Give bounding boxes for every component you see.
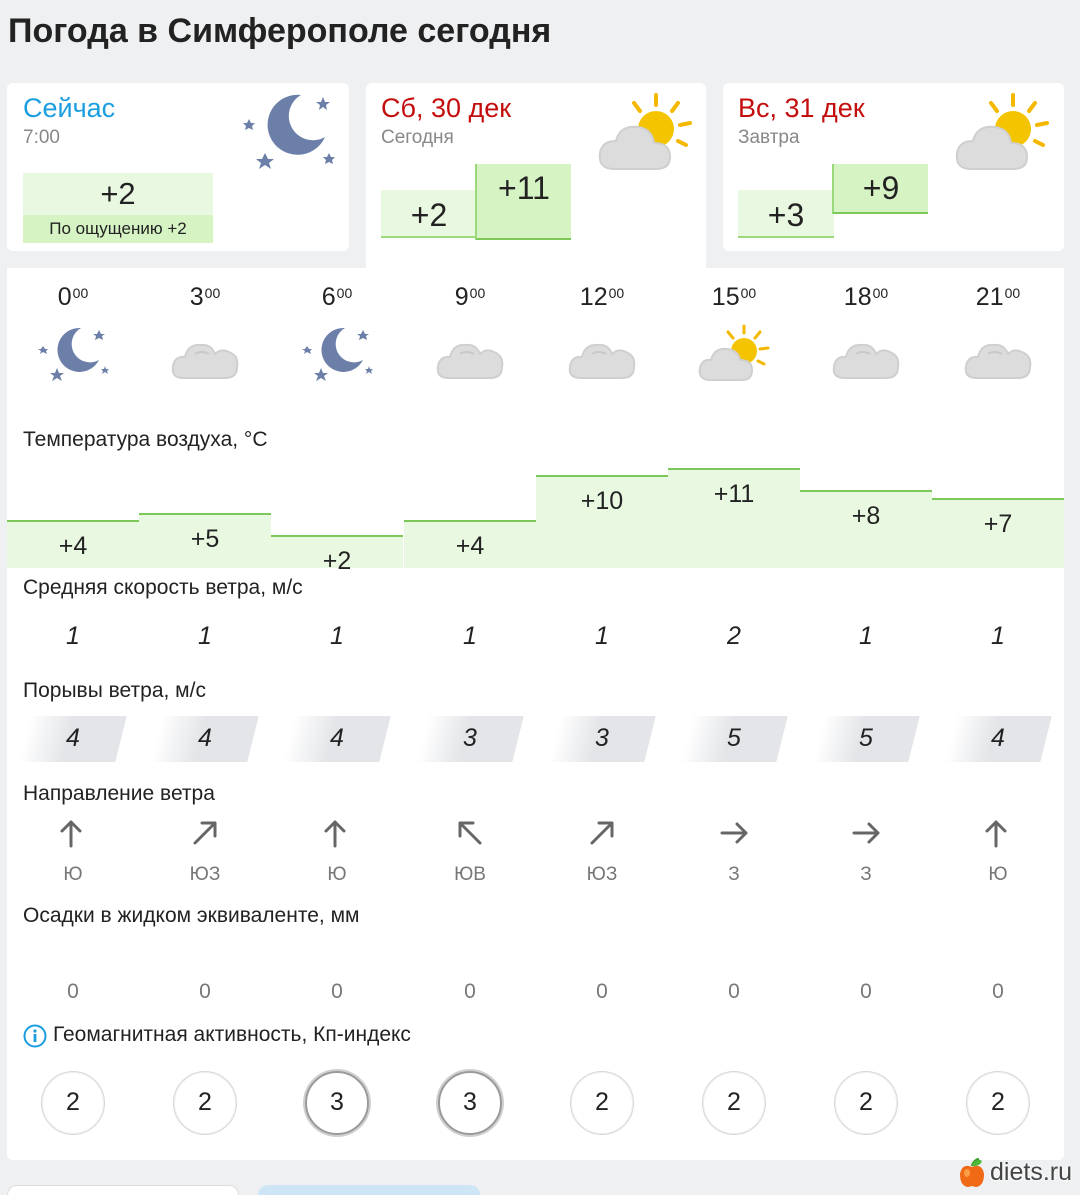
wind-gust-value: 4 [330, 724, 344, 752]
cloud-icon [404, 320, 536, 392]
kp-index-cell [404, 1071, 536, 1135]
kp-index-cell [536, 1071, 668, 1135]
hour-label [800, 283, 932, 312]
kp-index-cell [932, 1071, 1064, 1135]
temperature-value: +5 [190, 525, 220, 553]
today-low-temp: +2 [381, 190, 477, 238]
wind-direction-label: Ю [327, 864, 347, 885]
wind-direction-label: З [860, 864, 872, 885]
hour-value: 21 [975, 283, 1004, 311]
temperature-value: +11 [713, 480, 755, 508]
wind-speed-value: 1 [859, 622, 873, 650]
wind-direction-label: Ю [988, 864, 1008, 885]
minute-value: 00 [204, 285, 221, 301]
tomorrow-high-temp: +9 [832, 164, 928, 214]
moon-stars-icon [239, 91, 339, 175]
precipitation-value: 0 [464, 980, 476, 1003]
temperature-cell [800, 490, 932, 568]
kp-index-value: 3 [330, 1088, 344, 1116]
kp-index-cell [7, 1071, 139, 1135]
wind-gust-cell [7, 716, 139, 762]
arrow-right-icon [668, 816, 800, 856]
minute-value: 00 [469, 285, 486, 301]
wind-gust-value: 4 [66, 724, 80, 752]
wind-gusts-title: Порывы ветра, м/с [23, 679, 206, 702]
wind-gust-value: 4 [198, 724, 212, 752]
kp-index-cell [271, 1071, 403, 1135]
wind-gust-cell [932, 716, 1064, 762]
wind-gust-value: 4 [991, 724, 1005, 752]
precipitation-value: 0 [992, 980, 1004, 1003]
kp-index-value: 2 [66, 1088, 80, 1116]
temperature-cell [139, 513, 271, 568]
kp-index-value: 2 [991, 1088, 1005, 1116]
wind-direction-label: З [728, 864, 740, 885]
wind-gust-cell [668, 716, 800, 762]
diets-watermark: diets.ru [990, 1158, 1072, 1186]
temperature-cell [404, 520, 536, 568]
temperature-value: +2 [322, 547, 352, 575]
arrow-up-icon [932, 816, 1064, 856]
precipitation-value: 0 [67, 980, 79, 1003]
minute-value: 00 [740, 285, 757, 301]
sun-cloud-icon [668, 320, 800, 392]
wind-direction-label: ЮЗ [189, 864, 221, 885]
cloud-icon [932, 320, 1064, 392]
hour-label [271, 283, 403, 312]
current-weather-card[interactable] [7, 83, 349, 251]
hour-label [7, 283, 139, 312]
current-temp: +2 [100, 176, 136, 211]
arrow-up-right-icon [536, 816, 668, 856]
tomorrow-card[interactable] [723, 83, 1064, 251]
arrow-up-right-icon [139, 816, 271, 856]
moon-stars-icon [271, 320, 403, 392]
cloud-icon [536, 320, 668, 392]
temperature-value: +10 [580, 487, 624, 515]
hourly-forecast-panel [7, 268, 1064, 1160]
precipitation-value: 0 [331, 980, 343, 1003]
wind-gust-cell [139, 716, 271, 762]
hour-label [404, 283, 536, 312]
bottom-tab-left[interactable] [7, 1185, 239, 1195]
wind-speed-value: 1 [991, 622, 1005, 650]
wind-speed-value: 1 [595, 622, 609, 650]
now-time: 7:00 [23, 127, 60, 148]
temperature-value: +7 [983, 510, 1013, 538]
tomorrow-name: Вс, 31 дек [738, 93, 865, 123]
kp-index-value: 2 [859, 1088, 873, 1116]
page-title: Погода в Симферополе сегодня [8, 12, 552, 50]
bottom-tab-right[interactable] [258, 1185, 480, 1195]
precipitation-value: 0 [860, 980, 872, 1003]
today-sub: Сегодня [381, 127, 454, 148]
kp-index-value: 2 [595, 1088, 609, 1116]
wind-speed-value: 1 [66, 622, 80, 650]
wind-gust-value: 3 [595, 724, 609, 752]
temperature-value: +8 [851, 502, 881, 530]
minute-value: 00 [872, 285, 889, 301]
wind-direction-label: ЮЗ [586, 864, 618, 885]
precipitation-value: 0 [199, 980, 211, 1003]
today-name: Сб, 30 дек [381, 93, 512, 123]
wind-gust-value: 5 [859, 724, 873, 752]
kp-index-value: 2 [198, 1088, 212, 1116]
wind-gust-value: 5 [727, 724, 741, 752]
arrow-up-icon [271, 816, 403, 856]
kp-index-value: 3 [463, 1088, 477, 1116]
arrow-up-left-icon [404, 816, 536, 856]
temperature-cell [932, 498, 1064, 568]
precipitation-value: 0 [728, 980, 740, 1003]
hour-label [139, 283, 271, 312]
temperature-value: +4 [58, 532, 88, 560]
today-high-temp: +11 [475, 164, 571, 240]
diets-logo-icon [958, 1158, 986, 1188]
wind-gust-cell [271, 716, 403, 762]
temperature-value: +4 [455, 532, 485, 560]
kp-index-cell [668, 1071, 800, 1135]
geomagnetic-title: Геомагнитная активность, Кп-индекс [53, 1023, 411, 1046]
sun-cloud-icon [594, 91, 698, 175]
temperature-cell [7, 520, 139, 568]
now-label: Сейчас [23, 93, 116, 123]
arrow-up-icon [7, 816, 139, 856]
wind-speed-value: 2 [668, 622, 800, 651]
wind-gust-cell [404, 716, 536, 762]
hour-value: 0 [57, 283, 72, 311]
wind-speed-title: Средняя скорость ветра, м/с [23, 576, 303, 599]
hour-value: 15 [711, 283, 740, 311]
arrow-right-icon [800, 816, 932, 856]
temperature-cell [668, 468, 800, 568]
cloud-icon [139, 320, 271, 392]
current-temp-box [23, 173, 213, 243]
wind-direction-title: Направление ветра [23, 782, 215, 805]
minute-value: 00 [72, 285, 89, 301]
hour-value: 18 [843, 283, 872, 311]
kp-index-value: 2 [727, 1088, 741, 1116]
kp-index-cell [800, 1071, 932, 1135]
wind-direction-label: ЮВ [454, 864, 486, 885]
hour-label [668, 283, 800, 312]
feels-like: По ощущению +2 [23, 215, 213, 243]
minute-value: 00 [608, 285, 625, 301]
cropped-breadcrumb [0, 0, 1080, 6]
hour-value: 12 [579, 283, 608, 311]
kp-index-cell [139, 1071, 271, 1135]
wind-gust-cell [800, 716, 932, 762]
minute-value: 00 [1004, 285, 1021, 301]
today-card[interactable] [366, 83, 706, 268]
precipitation-title: Осадки в жидком эквиваленте, мм [23, 904, 360, 927]
hour-value: 6 [321, 283, 336, 311]
minute-value: 00 [336, 285, 353, 301]
moon-stars-icon [7, 320, 139, 392]
temperature-cell [271, 535, 403, 575]
tomorrow-sub: Завтра [738, 127, 800, 148]
sun-cloud-icon [951, 91, 1055, 175]
wind-speed-value: 1 [198, 622, 212, 650]
precipitation-value: 0 [596, 980, 608, 1003]
wind-direction-label: Ю [63, 864, 83, 885]
cloud-icon [800, 320, 932, 392]
wind-gust-cell [536, 716, 668, 762]
wind-speed-value: 1 [330, 622, 344, 650]
hour-value: 3 [189, 283, 204, 311]
hour-label [932, 283, 1064, 312]
wind-gust-value: 3 [463, 724, 477, 752]
hour-label [536, 283, 668, 312]
hour-value: 9 [454, 283, 469, 311]
wind-speed-value: 1 [463, 622, 477, 650]
temperature-cell [536, 475, 668, 568]
temperature-title: Температура воздуха, °C [23, 428, 268, 451]
tomorrow-low-temp: +3 [738, 190, 834, 238]
